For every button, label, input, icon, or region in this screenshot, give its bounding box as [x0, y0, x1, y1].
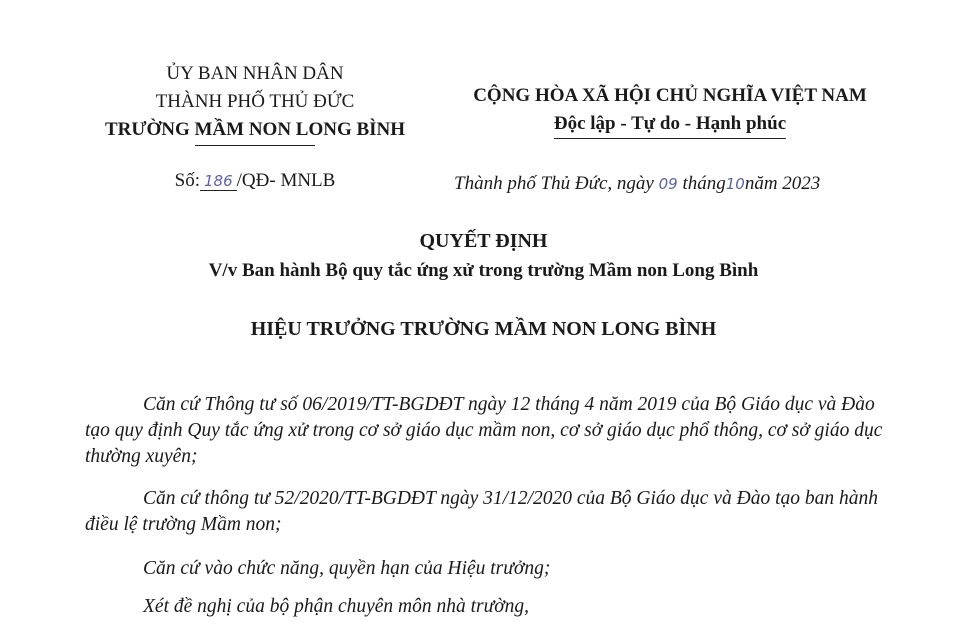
school-underline [195, 145, 315, 146]
issue-date [454, 173, 820, 195]
legal-basis-3: Căn cứ vào chức năng, quyền hạn của Hiệu trưởng; [143, 558, 551, 579]
city-name: THÀNH PHỐ THỦ ĐỨC [155, 91, 355, 112]
number-handwritten: 186 [200, 172, 237, 191]
date-year: năm 2023 [744, 173, 821, 194]
document-number [60, 170, 450, 192]
nation-name: CỘNG HÒA XÃ HỘI CHỦ NGHĨA VIỆT NAM [473, 85, 867, 106]
issuing-authority-title: HIỆU TRƯỞNG TRƯỜNG MẦM NON LONG BÌNH [250, 318, 717, 340]
national-header-block [440, 82, 900, 139]
date-day-handwritten: 09 [658, 175, 678, 193]
date-prefix: Thành phố Thủ Đức, ngày [454, 173, 654, 194]
legal-basis-2: Căn cứ thông tư 52/2020/TT-BGDĐT ngày 31/12/2020 của Bộ Giáo dục và Đào tạo ban hành điều lệ trường Mầm non; [85, 488, 878, 535]
number-suffix: /QĐ- MNLB [236, 170, 336, 191]
decision-heading: QUYẾT ĐỊNH [419, 230, 548, 252]
legal-basis-1: Căn cứ Thông tư số 06/2019/TT-BGDĐT ngày 12 tháng 4 năm 2019 của Bộ Giáo dục và Đào tạo quy định Quy tắc ứng xử trong cơ sở giáo dục mầm non, cơ sở giáo dục phổ thông, cơ sở giáo dục thường xuyên; [85, 394, 883, 467]
authority-name: ỦY BAN NHÂN DÂN [166, 63, 344, 84]
national-motto: Độc lập - Tự do - Hạnh phúc [554, 110, 786, 139]
date-month-label: tháng [682, 173, 726, 194]
decision-subject: V/v Ban hành Bộ quy tắc ứng xử trong trường Mầm non Long Bình [208, 260, 759, 281]
school-name: TRƯỜNG MẦM NON LONG BÌNH [104, 119, 406, 140]
date-month-handwritten: 10 [725, 175, 745, 193]
number-prefix: Số: [174, 170, 200, 191]
legal-basis-4: Xét đề nghị của bộ phận chuyên môn nhà trường, [143, 596, 530, 617]
issuing-agency-block [60, 60, 450, 146]
